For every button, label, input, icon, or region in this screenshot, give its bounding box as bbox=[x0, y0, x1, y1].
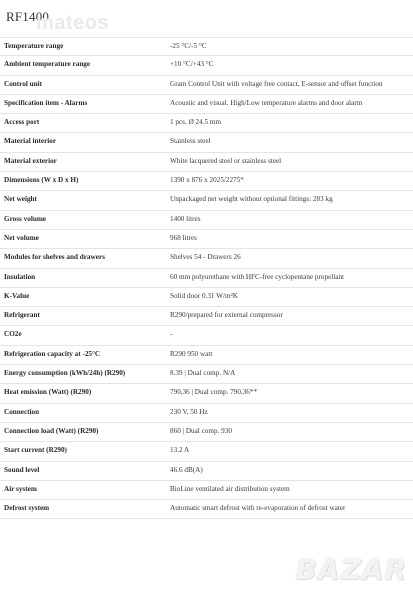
spec-row bbox=[0, 307, 413, 326]
spec-row bbox=[0, 95, 413, 114]
specification-table bbox=[0, 37, 413, 519]
spec-row bbox=[0, 326, 413, 345]
spec-value: +10 °C/+43 °C bbox=[170, 60, 214, 69]
spec-label: Control unit bbox=[4, 79, 43, 88]
spec-label: Energy consumption (kWh/24h) (R290) bbox=[4, 369, 126, 378]
spec-value: 790,36 | Dual comp. 790,36** bbox=[170, 388, 258, 397]
spec-label: Modules for shelves and drawers bbox=[4, 253, 105, 262]
spec-label: Gross volume bbox=[4, 214, 46, 223]
spec-value: 230 V, 50 Hz bbox=[170, 407, 208, 416]
spec-row bbox=[0, 191, 413, 210]
spec-value: Stainless steel bbox=[170, 137, 211, 146]
spec-row bbox=[0, 133, 413, 152]
spec-label: Refrigeration capacity at -25°C bbox=[4, 349, 101, 358]
spec-value: 13.2 A bbox=[170, 446, 190, 455]
spec-label: Connection bbox=[4, 407, 40, 416]
spec-row bbox=[0, 269, 413, 288]
spec-row bbox=[0, 76, 413, 95]
document-title: RF1400 bbox=[6, 9, 50, 24]
spec-value: 1 pcs. Ø 24.5 mm bbox=[170, 118, 222, 127]
spec-label: Material exterior bbox=[4, 156, 57, 165]
spec-row bbox=[0, 230, 413, 249]
spec-label: Refrigerant bbox=[4, 311, 40, 320]
spec-label: Connection load (Watt) (R290) bbox=[4, 426, 99, 435]
spec-value: 60 mm polyurethane with HFC-free cyclopentane propellant bbox=[170, 272, 345, 281]
spec-value: 860 | Dual comp. 930 bbox=[170, 426, 232, 435]
spec-value: 1390 x 876 x 2025/2275* bbox=[170, 176, 244, 185]
spec-row bbox=[0, 423, 413, 442]
spec-row bbox=[0, 288, 413, 307]
spec-value: -25 °C/-5 °C bbox=[170, 42, 207, 50]
spec-value: 968 litres bbox=[170, 233, 197, 242]
spec-value: Solid door 0.31 W/m²K bbox=[170, 291, 238, 300]
spec-label: CO2e bbox=[4, 330, 22, 339]
spec-label: Sound level bbox=[4, 465, 40, 474]
spec-row bbox=[0, 56, 413, 75]
spec-label: Start current (R290) bbox=[4, 446, 67, 455]
spec-value: White lacquered steel or stainless steel bbox=[170, 156, 282, 165]
spec-row bbox=[0, 500, 413, 519]
spec-label: Ambient temperature range bbox=[4, 60, 91, 69]
spec-row bbox=[0, 249, 413, 268]
spec-row bbox=[0, 481, 413, 500]
spec-value: R290 950 watt bbox=[170, 349, 213, 358]
spec-label: Air system bbox=[4, 484, 37, 493]
spec-value: Shelves 54 - Drawers 26 bbox=[170, 253, 241, 262]
spec-label: Access port bbox=[4, 118, 40, 127]
spec-label: Dimensions (W x D x H) bbox=[4, 176, 79, 185]
spec-row bbox=[0, 365, 413, 384]
spec-row bbox=[0, 37, 413, 56]
spec-value: 8.39 | Dual comp. N/A bbox=[170, 369, 236, 378]
spec-row bbox=[0, 114, 413, 133]
spec-value: Gram Control Unit with voltage free contact, E-sensor and offset function bbox=[170, 79, 383, 88]
spec-row bbox=[0, 172, 413, 191]
bazar-watermark: BAZAR bbox=[295, 553, 407, 586]
spec-value: BioLine ventilated air distribution system bbox=[170, 484, 290, 493]
spec-row bbox=[0, 462, 413, 481]
spec-row bbox=[0, 153, 413, 172]
spec-value: - bbox=[170, 330, 173, 339]
spec-label: Material interior bbox=[4, 137, 57, 146]
spec-label: Net volume bbox=[4, 233, 39, 242]
spec-row bbox=[0, 346, 413, 365]
spec-label: Net weight bbox=[4, 195, 37, 204]
spec-row bbox=[0, 211, 413, 230]
spec-label: Insulation bbox=[4, 272, 36, 281]
spec-row bbox=[0, 404, 413, 423]
spec-value: 46.6 dB(A) bbox=[170, 465, 203, 474]
spec-value: Acoustic and visual. High/Low temperature alarms and door alarm bbox=[170, 98, 363, 107]
spec-value: R290/prepared for external compressor bbox=[170, 311, 283, 320]
spec-label: Heat emission (Watt) (R290) bbox=[4, 388, 92, 397]
mateos-watermark: mateos bbox=[36, 12, 110, 34]
spec-row bbox=[0, 384, 413, 403]
spec-label: Specification item - Alarms bbox=[4, 98, 88, 107]
spec-label: Temperature range bbox=[4, 42, 64, 50]
spec-value: 1400 litres bbox=[170, 214, 201, 223]
spec-row bbox=[0, 442, 413, 461]
spec-label: K-Value bbox=[4, 291, 30, 300]
spec-label: Defrost system bbox=[4, 504, 50, 513]
spec-value: Unpackaged net weight without optional fittings: 283 kg bbox=[170, 195, 333, 204]
spec-value: Automatic smart defrost with re-evaporation of defrost water bbox=[170, 504, 346, 513]
